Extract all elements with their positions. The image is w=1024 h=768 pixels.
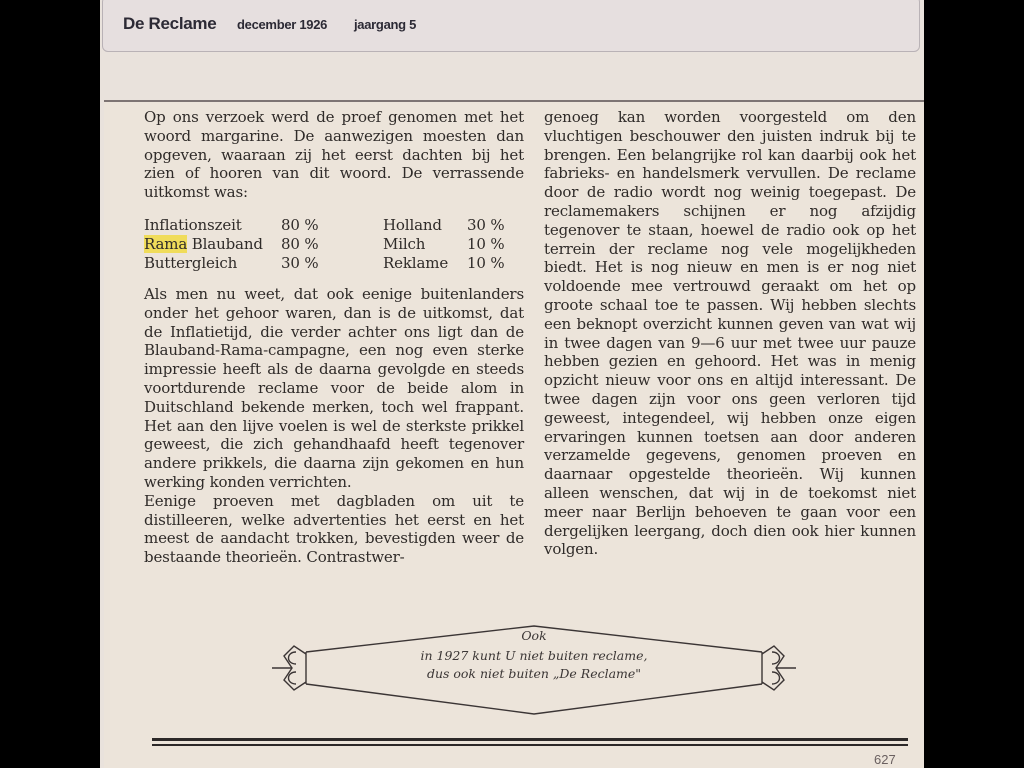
bottom-rule — [152, 744, 908, 746]
right-column — [544, 108, 916, 559]
result-percentage: 80 % — [281, 216, 319, 235]
banner-line: dus ook niet buiten „De Reclame" — [426, 666, 642, 681]
left-column — [144, 108, 524, 567]
issue-date: december 1926 — [237, 17, 328, 32]
highlighted-word: Rama — [144, 235, 188, 254]
banner-line: Ook — [521, 628, 547, 643]
document-header — [102, 0, 920, 52]
body-paragraph: genoeg kan worden voorgesteld om den vluchtigen beschouwer den juisten indruk bij te brengen. Een belangrijke rol kan daarbij ook het fabrieks- en handelsmerk vervullen. De reclame door de radio wordt nog weinig toegepast. De reclamemakers schijnen er nog afzijdig tegenover te staan, hoewel de radio ook op het terrein der reclame nog vele mogelijkheden biedt. Het is nog nieuw en men is er nog niet voldoende mee vertrouwd geraakt om het op groote schaal toe te passen. Wij hebben slechts een beknopt overzicht kunnen geven van wat wij in twee dagen van 9—6 uur met twee uur pauze hebben gezien en gehoord. Het was in menig opzicht nieuw voor ons en altijd interessant. De twee dagen zijn voor ons geen verloren tijd geweest, integendeel, wij hebben onze eigen ervaringen kunnen toetsen aan door anderen verzamelde gegevens, genomen proeven en daarnaar opgestelde theorieën. Wij kunnen alleen wenschen, dat wij in de toekomst niet meer naar Berlijn behoeven te gaan voor een dergelijken leergang, doch dien ook hier kunnen volgen. — [544, 108, 916, 559]
result-percentage: 10 % — [467, 235, 505, 254]
result-percentage: 80 % — [281, 235, 319, 254]
intro-paragraph: Op ons verzoek werd de proef genomen met het woord margarine. De aanwezigen moesten dan opgeven, waaraan zij het eerst dachten bij het zien of hooren van dit woord. De verrassende uitkomst was: — [144, 108, 524, 202]
volume-label: jaargang 5 — [354, 17, 417, 32]
result-percentage: 30 % — [467, 216, 505, 235]
page-number: 627 — [874, 752, 896, 767]
advertisement-banner — [264, 618, 804, 722]
result-name: Reklame — [383, 254, 449, 273]
table-row — [144, 254, 517, 273]
result-name: Inflationszeit — [144, 216, 242, 235]
result-name: Buttergleich — [144, 254, 238, 273]
result-name: Milch — [383, 235, 426, 254]
body-paragraph: Eenige proeven met dagbladen om uit te distilleeren, welke advertenties het eerst en het meest de aandacht trokken, bevestigden weer de bestaande theorieën. Contrastwer- — [144, 491, 524, 567]
bottom-rule — [152, 738, 908, 741]
body-paragraph: Als men nu weet, dat ook eenige buitenlanders onder het gehoor waren, dan is de uitkomst, dat de Inflatietijd, die verder achter ons ligt dan de Blauband-Rama-campagne, een nog even sterke impressie heeft als de daarna gevolgde en steeds voortdurende reclame voor de beide alom in Duitschland bekende merken, toch wel frappant. Het aan den lijve voelen is wel de sterkste prikkel geweest, die zich gehandhaafd heeft tegenover andere prikkels, die daarna zijn gekomen en hun werking konden verrichten. — [144, 284, 524, 491]
result-percentage: 30 % — [281, 254, 319, 273]
result-name-rest: Blauband — [187, 235, 263, 254]
result-name: Holland — [383, 216, 442, 235]
scanned-page — [104, 100, 924, 768]
banner-line: in 1927 kunt U niet buiten reclame, — [420, 648, 648, 663]
results-table — [144, 216, 517, 273]
publication-title: De Reclame — [123, 14, 217, 33]
document-viewer — [100, 0, 924, 768]
table-row — [144, 235, 517, 254]
result-name — [144, 235, 281, 254]
result-percentage: 10 % — [467, 254, 505, 273]
banner-outline-bottom — [306, 684, 762, 714]
table-row — [144, 216, 517, 235]
